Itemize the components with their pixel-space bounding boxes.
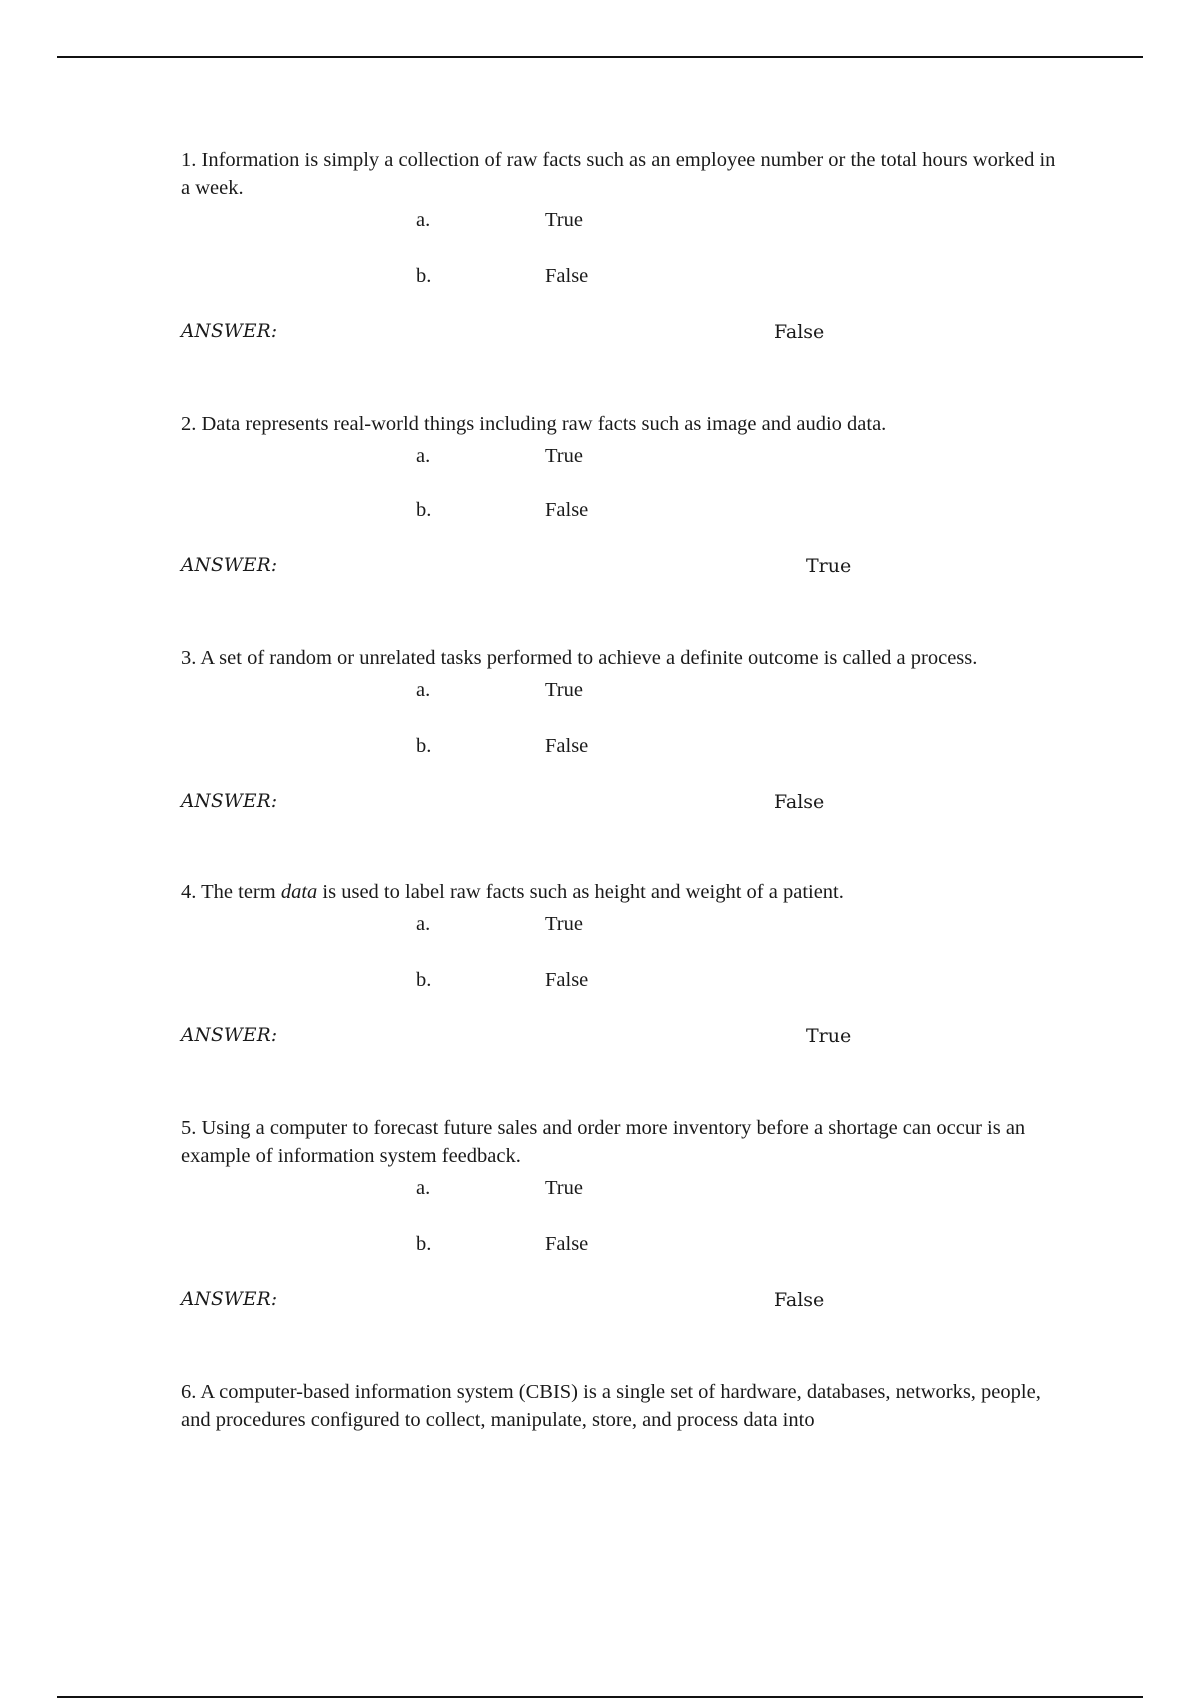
answer-label: ANSWER:: [181, 1289, 278, 1310]
option-text: False: [545, 265, 589, 287]
answer-row: [0, 318, 1200, 346]
emphasis-term: data: [280, 881, 318, 903]
option-a: [0, 676, 1200, 704]
option-text: True: [545, 679, 583, 701]
option-b: [0, 1230, 1200, 1258]
option-b: [0, 496, 1200, 524]
option-text: True: [545, 209, 583, 231]
header-rule: [57, 56, 1143, 58]
option-letter: b.: [416, 1233, 432, 1255]
question-text: 5. Using a computer to forecast future sales and order more inventory before a shortage can occur is an example of information system feedback.: [181, 1117, 1026, 1167]
option-letter: a.: [416, 913, 431, 935]
option-letter: a.: [416, 445, 431, 467]
question-text: 6. A computer-based information system (CBIS) is a single set of hardware, databases, networks, people, and procedures configured to collect, manipulate, store, and process data into: [181, 1381, 1041, 1431]
option-letter: a.: [416, 679, 431, 701]
answer-row: [0, 1286, 1200, 1314]
option-a: [0, 442, 1200, 470]
answer-value: False: [774, 1289, 825, 1311]
option-text: True: [545, 913, 583, 935]
answer-value: False: [774, 791, 825, 813]
option-text: True: [545, 1177, 583, 1199]
answer-value: True: [806, 1025, 852, 1047]
answer-label: ANSWER:: [181, 321, 278, 342]
option-text: True: [545, 445, 583, 467]
option-a: [0, 206, 1200, 234]
answer-row: [0, 788, 1200, 816]
question-text: 4. The term data is used to label raw facts such as height and weight of a patient.: [181, 881, 844, 903]
answer-label: ANSWER:: [181, 791, 278, 812]
option-letter: a.: [416, 209, 431, 231]
option-text: False: [545, 1233, 589, 1255]
option-letter: a.: [416, 1177, 431, 1199]
option-b: [0, 262, 1200, 290]
option-letter: b.: [416, 265, 432, 287]
question-text: 3. A set of random or unrelated tasks performed to achieve a definite outcome is called a process.: [181, 647, 978, 669]
option-b: [0, 966, 1200, 994]
answer-label: ANSWER:: [181, 1025, 278, 1046]
option-text: False: [545, 735, 589, 757]
option-text: False: [545, 499, 589, 521]
option-text: False: [545, 969, 589, 991]
question-text: 2. Data represents real-world things including raw facts such as image and audio data.: [181, 413, 887, 435]
option-letter: b.: [416, 969, 432, 991]
option-b: [0, 732, 1200, 760]
option-letter: b.: [416, 499, 432, 521]
answer-row: [0, 1022, 1200, 1050]
option-a: [0, 910, 1200, 938]
option-a: [0, 1174, 1200, 1202]
question-text: 1. Information is simply a collection of raw facts such as an employee number or the total hours worked in a week.: [181, 149, 1056, 199]
answer-row: [0, 552, 1200, 580]
footer-rule: [57, 1696, 1143, 1698]
answer-value: False: [774, 321, 825, 343]
option-letter: b.: [416, 735, 432, 757]
answer-label: ANSWER:: [181, 555, 278, 576]
answer-value: True: [806, 555, 852, 577]
